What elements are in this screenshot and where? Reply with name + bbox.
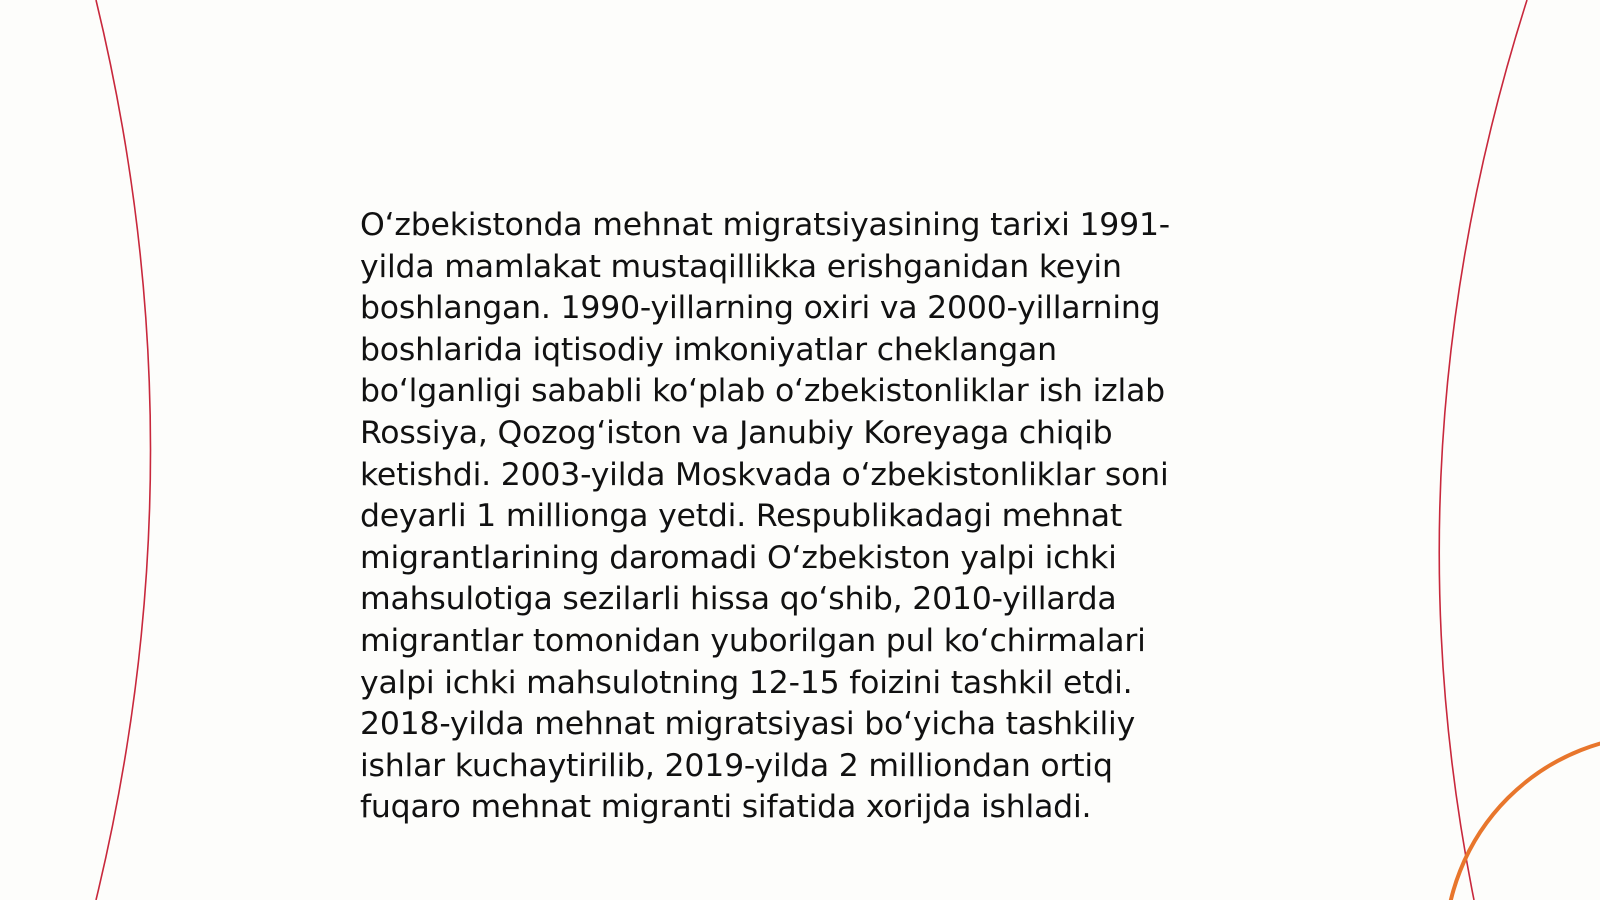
paragraph-line: mahsulotiga sezilarli hissa qo‘shib, 2010-yillarda (360, 581, 1117, 618)
right-arc-line (1439, 0, 1527, 900)
paragraph-line: deyarli 1 millionga yetdi. Respublikadagi mehnat (360, 498, 1123, 535)
paragraph-line: 2018-yilda mehnat migratsiyasi bo‘yicha tashkiliy (360, 706, 1136, 743)
paragraph-line: bo‘lganligi sababli ko‘plab o‘zbekistonliklar ish izlab (360, 373, 1165, 410)
body-paragraph (360, 205, 1210, 829)
paragraph-line: ketishdi. 2003-yilda Moskvada o‘zbekistonliklar soni (360, 456, 1169, 493)
paragraph-line: ishlar kuchaytirilib, 2019-yilda 2 milliondan ortiq (360, 747, 1113, 784)
paragraph-line: yalpi ichki mahsulotning 12-15 foizini tashkil etdi. (360, 664, 1133, 701)
paragraph-line: boshlarida iqtisodiy imkoniyatlar cheklangan (360, 331, 1057, 368)
orange-circle-outline (1445, 735, 1600, 900)
paragraph-line: boshlangan. 1990-yillarning oxiri va 2000-yillarning (360, 290, 1161, 327)
left-arc-line (96, 0, 151, 900)
paragraph-line: fuqaro mehnat migranti sifatida xorijda ishladi. (360, 789, 1092, 826)
paragraph-line: migrantlarining daromadi O‘zbekiston yalpi ichki (360, 539, 1117, 576)
paragraph-line: Rossiya, Qozog‘iston va Janubiy Koreyaga chiqib (360, 414, 1113, 451)
paragraph-line: yilda mamlakat mustaqillikka erishganidan keyin (360, 248, 1122, 285)
paragraph-line: O‘zbekistonda mehnat migratsiyasining tarixi 1991- (360, 207, 1170, 243)
paragraph-line: migrantlar tomonidan yuborilgan pul ko‘chirmalari (360, 622, 1146, 659)
